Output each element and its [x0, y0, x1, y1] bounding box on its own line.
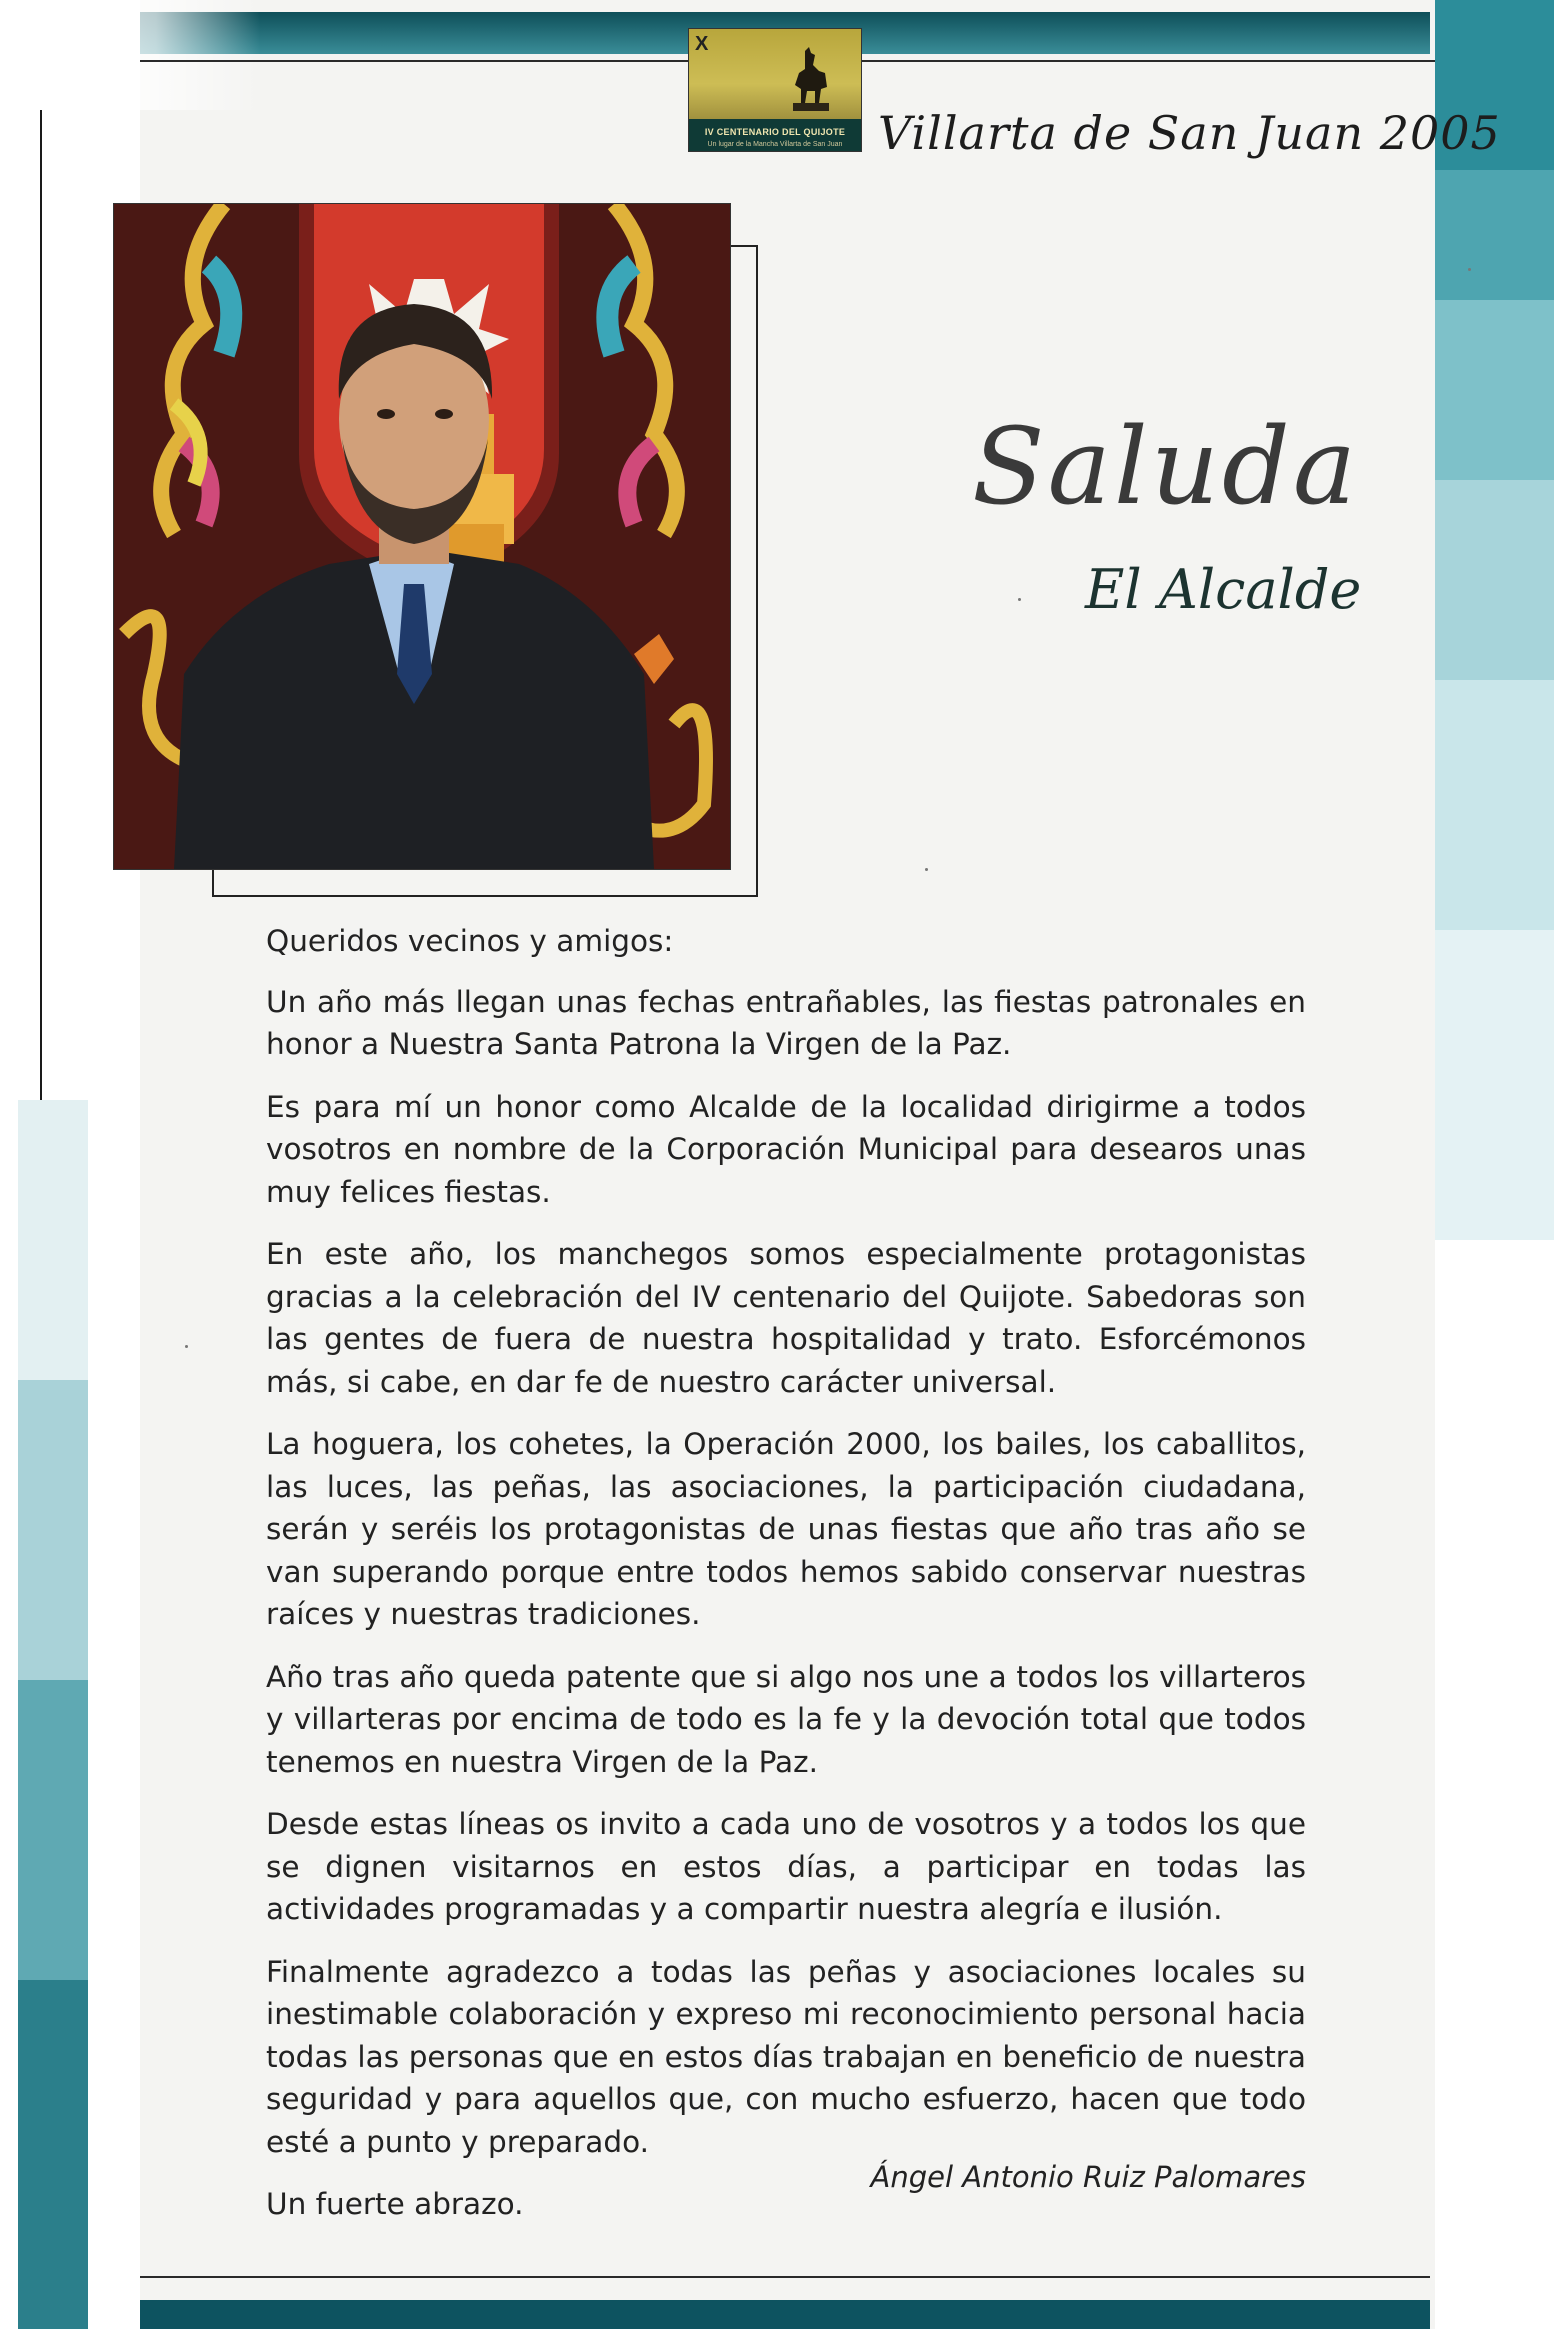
letter-signature: Ángel Antonio Ruiz Palomares [870, 2160, 1306, 2194]
logo-subtext: Un lugar de la Mancha Villarta de San Juan [707, 141, 843, 148]
letter-closing: Un fuerte abrazo. [266, 2187, 524, 2221]
logo-roman-numeral-icon: X [695, 33, 709, 55]
letter-paragraph-2: Es para mí un honor como Alcalde de la localidad dirigirme a todos vosotros en nombre de la Corporación Municipal para desearos unas muy felices fiestas. [266, 1089, 1306, 1209]
publication-title: Villarta de San Juan 2005 [878, 106, 1501, 160]
bottom-color-band [140, 2300, 1430, 2329]
right-stripe-3 [1435, 300, 1554, 480]
scan-speck [1468, 268, 1471, 271]
left-stripe-2 [18, 1380, 88, 1680]
right-stripe-2 [1435, 170, 1554, 300]
mayor-portrait-photo [113, 203, 731, 870]
logo-text: IV CENTENARIO DEL QUIJOTE [704, 127, 846, 137]
quijote-centenary-logo [688, 28, 862, 152]
right-stripe-6 [1435, 930, 1554, 1240]
letter-paragraph-1: Un año más llegan unas fechas entrañables, las fiestas patronales en honor a Nuestra Santa Patrona la Virgen de la Paz. [266, 984, 1306, 1061]
right-stripe-4 [1435, 480, 1554, 680]
right-stripe-5 [1435, 680, 1554, 930]
letter-paragraph-6: Desde estas líneas os invito a cada uno de vosotros y a todos los que se dignen visitarnos en estos días, a participar en todas las actividades programadas y a compartir nuestra alegría e ilusión. [266, 1807, 1306, 1926]
portrait-illustration [114, 204, 730, 869]
page-title: Saluda [972, 405, 1360, 528]
letter-greeting: Queridos vecinos y amigos: [266, 924, 674, 958]
left-stripe-4 [18, 1980, 88, 2329]
don-quijote-silhouette-icon [785, 43, 835, 113]
letter-paragraph-5: Año tras año queda patente que si algo nos une a todos los villarteros y villarteras por encima de todo es la fe y la devoción total que todos tenemos en nuestra Virgen de la Paz. [266, 1659, 1306, 1779]
top-band-fade [0, 0, 260, 110]
scan-speck [1018, 598, 1021, 601]
page-subtitle: El Alcalde [1085, 558, 1362, 621]
left-stripe-3 [18, 1680, 88, 1980]
right-stripe-7 [1435, 1240, 1554, 2329]
letter-paragraph-4: La hoguera, los cohetes, la Operación 2000, los bailes, los caballitos, las luces, las peñas, las asociaciones, la participación ciudadana, serán y seréis los protagonistas de unas fiestas que año tras año se van superando porque entre todos hemos sabido conservar nuestras raíces y nuestras tradiciones. [266, 1427, 1306, 1631]
scan-speck [925, 868, 928, 871]
letter-paragraph-3: En este año, los manchegos somos especialmente protagonistas gracias a la celebración del IV centenario del Quijote. Sabedoras son las gentes de fuera de nuestra hospitalidad y trato. Esforcémonos más, si cabe, en dar fe de nuestro carácter universal. [266, 1237, 1306, 1399]
letter-paragraph-7: Finalmente agradezco a todas las peñas y asociaciones locales su inestimable colaboración y expreso mi reconocimiento personal hacia todas las personas que en estos días trabajan en beneficio de nuestra seguridad y para aquellos que, con mucho esfuerzo, hacen que todo esté a punto y preparado. [266, 1954, 1306, 2159]
scan-speck [185, 1345, 188, 1348]
footer-rule [140, 2276, 1430, 2278]
left-stripe-1 [18, 1100, 88, 1380]
letter-body [266, 920, 1306, 2246]
